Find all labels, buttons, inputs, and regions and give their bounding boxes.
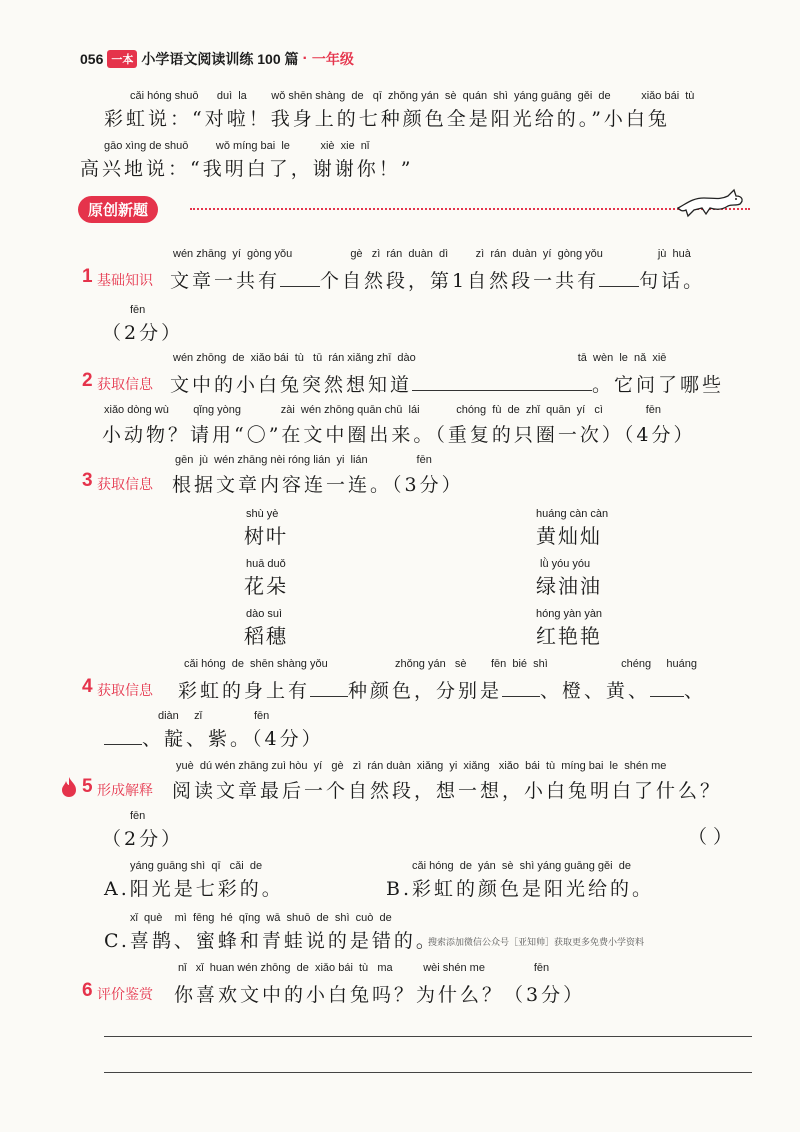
q3-text: 根据文章内容连一连。（3分） [172,474,464,496]
q4-blank-1[interactable] [310,680,348,697]
q6-pinyin: nǐ xǐ huan wén zhōng de xiǎo bái tù ma wèi shén me fēn [178,962,550,974]
passage-line-1: 彩虹说：“对啦！我身上的七种颜色全是阳光给的。”小白兔 [104,108,670,130]
watermark-text: 搜索添加微信公众号［亚知帅］获取更多免费小学资料 [428,938,645,948]
q2-blank[interactable] [412,374,592,391]
q1-text-b: 个自然段，第1自然段一共有 [320,270,600,292]
q1-score: （2分） [102,322,184,344]
q5-type: 形成解释 [97,782,153,798]
q5-score-pinyin: fēn [130,810,146,822]
q4-pinyin: cǎi hóng de shēn shàng yǒu zhǒng yán sè fēn bié shì chéng huáng [184,658,698,670]
q3-pinyin: gēn jù wén zhāng nèi róng lián yi lián fēn [175,454,432,466]
q2-pinyin: wén zhōng de xiǎo bái tù tū rán xiǎng zhī dào tā wèn le nǎ xiē [173,352,667,364]
passage-pinyin-2: gāo xìng de shuō wǒ míng bai le xiè xie nǐ [104,140,370,152]
q2-line-1 [170,370,724,397]
q5-text: 阅读文章最后一个自然段，想一想，小白兔明白了什么？ [172,780,723,802]
banner-dotted-line [190,208,750,210]
section-banner [78,196,158,223]
q4-blank-4[interactable] [104,728,142,745]
q2-type: 获取信息 [97,376,153,392]
q3-number: 3 [82,470,93,491]
q3-right-word[interactable]: 黄灿灿 [536,524,602,548]
q5-option-a[interactable]: A.阳光是七彩的。 [104,878,284,900]
q3-left-pinyin: shù yè [246,508,279,520]
q1-text-a: 文章一共有 [170,270,281,292]
page-header [80,48,354,70]
q4-text-b: 种颜色，分别是 [348,680,503,702]
q2-text-b: 。它问了哪些 [592,374,725,396]
q1-pinyin: wén zhāng yí gòng yǒu gè zì rán duàn dì zì rán duàn yí gòng yǒu jù huà [173,248,691,260]
q3-right-pinyin: huáng càn càn [536,508,609,520]
q1-type: 基础知识 [97,272,153,288]
q5-score: （2分） [102,828,184,850]
q1-score-pinyin: fēn [130,304,146,316]
q3-right-pinyin: lǜ yóu yóu [540,558,591,570]
q3-left-pinyin: huā duǒ [246,558,286,570]
q1-line-1 [170,266,705,293]
banner-label: 原创新题 [78,196,158,223]
q4-text-c: 、橙、黄、 [540,680,651,702]
q4-text-a: 彩虹的身上有 [178,680,311,702]
flame-icon [60,776,78,798]
q5-option-c[interactable]: C.喜鹊、蜜蜂和青蛙说的是错的。 [104,930,438,952]
q6-type: 评价鉴赏 [97,986,153,1002]
q3-left-word[interactable]: 稻穗 [244,624,288,648]
brand-logo: 一本 [107,50,137,68]
q6-answer-line-2[interactable] [104,1072,752,1073]
q4-line-2 [104,724,324,751]
page-number: 056 [80,51,104,67]
cat-icon [676,186,748,218]
passage-line-2: 高兴地说：“我明白了，谢谢你！” [80,158,414,180]
q2-text-a: 文中的小白兔突然想知道 [170,374,413,396]
book-title: 小学语文阅读训练 100 篇 [141,51,299,67]
q5-number: 5 [82,776,93,797]
q3-left-word[interactable]: 花朵 [244,574,288,598]
q5-option-b[interactable]: B.彩虹的颜色是阳光给的。 [386,878,655,900]
q4-number: 4 [82,676,93,697]
q1-number: 1 [82,266,93,287]
q3-left-word[interactable]: 树叶 [244,524,288,548]
q3-right-pinyin: hóng yàn yàn [536,608,603,620]
q2-line-2: 小动物？请用“〇”在文中圈出来。（重复的只圈一次）（4分） [102,424,696,446]
q5-optB-pinyin: cǎi hóng de yán sè shì yáng guāng gěi de [412,860,631,872]
q2-pinyin-2: xiǎo dòng wù qǐng yòng zài wén zhōng quān chū lái chóng fù de zhǐ quān yí cì fēn [104,404,662,416]
grade-label: 一年级 [311,51,354,67]
q3-left-pinyin: dào suì [246,608,283,620]
q3-right-word[interactable]: 绿油油 [536,574,602,598]
q3-right-word[interactable]: 红艳艳 [536,624,602,648]
q5-optC-pinyin: xǐ què mì fēng hé qīng wā shuō de shì cuò de [130,912,392,924]
q1-blank-1[interactable] [280,270,320,287]
q4-blank-3[interactable] [650,680,684,697]
q6-answer-line-1[interactable] [104,1036,752,1037]
q3-type: 获取信息 [97,476,153,492]
passage-pinyin-1: cǎi hóng shuō duì la wǒ shēn shàng de qī zhǒng yán sè quán shì yáng guāng gěi de xiǎo bái tù [130,90,695,102]
q5-pinyin: yuè dú wén zhāng zuì hòu yí gè zì rán duàn xiǎng yi xiǎng xiǎo bái tù míng bai le shén me [176,760,667,772]
q2-number: 2 [82,370,93,391]
q5-answer-box[interactable]: （ ） [688,826,733,848]
q4-type: 获取信息 [97,682,153,698]
q1-text-c: 句话。 [639,270,706,292]
q4-pinyin-2: diàn zǐ fēn [158,710,270,722]
q6-number: 6 [82,980,93,1001]
title-separator: · [302,50,308,67]
q6-text: 你喜欢文中的小白兔吗？为什么？（3分） [174,984,586,1006]
q4-text-e: 、靛、紫。（4分） [142,728,324,750]
q1-blank-2[interactable] [599,270,639,287]
q4-text-d: 、 [684,680,707,702]
q4-blank-2[interactable] [502,680,540,697]
q5-optA-pinyin: yáng guāng shì qī cǎi de [130,860,263,872]
q4-line-1 [178,676,706,703]
